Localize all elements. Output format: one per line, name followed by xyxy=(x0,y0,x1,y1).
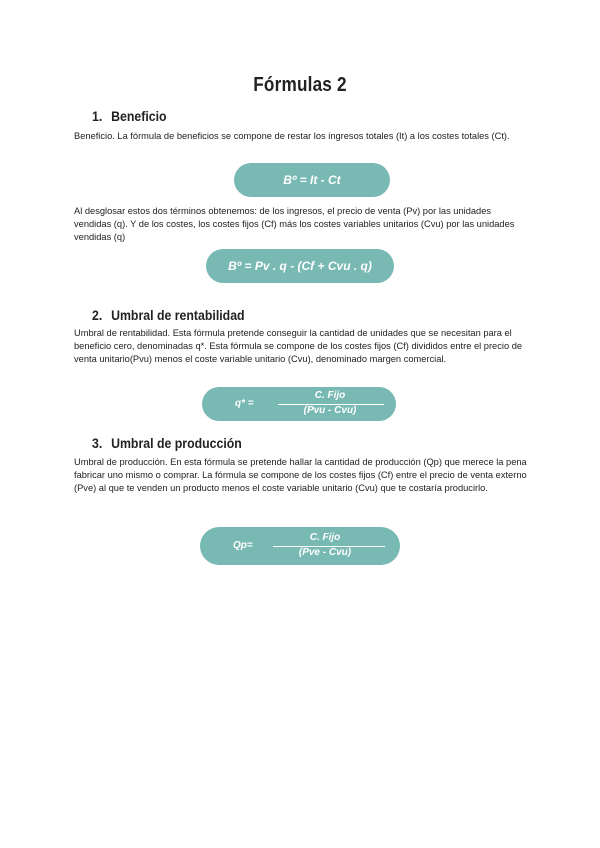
section-heading-umbral-rentabilidad xyxy=(92,307,245,323)
formula-beneficio-expanded: Bº = Pv . q - (Cf + Cvu . q) xyxy=(206,249,394,283)
fraction-label: Qp= xyxy=(233,540,253,551)
section-title: Umbral de producción xyxy=(111,435,242,451)
paragraph-beneficio-intro: Beneficio. La fórmula de beneficios se compone de restar los ingresos totales (It) a los costes totales (Ct). xyxy=(74,131,510,141)
formula-umbral-rentabilidad xyxy=(202,387,396,421)
fraction-denominator: (Pvu - Cvu) xyxy=(303,405,357,416)
paragraph-beneficio-detail: Al desglosar estos dos términos obtenemos: de los ingresos, el precio de venta (Pv) por las unidades vendidas (q). Y de los costes, los costes fijos (Cf) más los costes variables unitarios (Cvu) por las unidades vendidas (q) xyxy=(74,206,515,242)
section-number: 3. xyxy=(92,435,103,451)
paragraph-umbral-rentabilidad: Umbral de rentabilidad. Esta fórmula pretende conseguir la cantidad de unidades que se necesitan para el beneficio cero, denominadas q*. Esta fórmula se compone de los costes fijos (Cf) divididos entre el precio de venta unitario(Pvu) menos el coste variable unitario (Cvu), denominado margen comercial. xyxy=(74,328,523,364)
section-title: Umbral de rentabilidad xyxy=(111,307,245,323)
section-title: Beneficio xyxy=(111,108,167,124)
paragraph-umbral-produccion: Umbral de producción. En esta fórmula se pretende hallar la cantidad de producción (Qp) que merece la pena fabricar uno mismo o comprar. La fórmula se compone de los costes fijos (Cf) entre el precio de venta externo (Pve) al que te venden un producto menos el coste variable unitario (Cvu) que te costaría producirlo. xyxy=(74,457,527,493)
section-number: 1. xyxy=(92,108,103,124)
fraction-denominator: (Pve - Cvu) xyxy=(298,547,352,558)
section-heading-beneficio xyxy=(92,108,167,124)
section-heading-umbral-produccion xyxy=(92,435,242,451)
fraction-label: q* = xyxy=(235,398,254,409)
page-title: Fórmulas 2 xyxy=(253,74,347,96)
formula-beneficio-basic: Bº = It - Ct xyxy=(234,163,390,197)
fraction-numerator: C. Fijo xyxy=(314,390,346,401)
formula-umbral-produccion xyxy=(200,527,400,565)
section-number: 2. xyxy=(92,307,103,323)
fraction-numerator: C. Fijo xyxy=(309,532,341,543)
